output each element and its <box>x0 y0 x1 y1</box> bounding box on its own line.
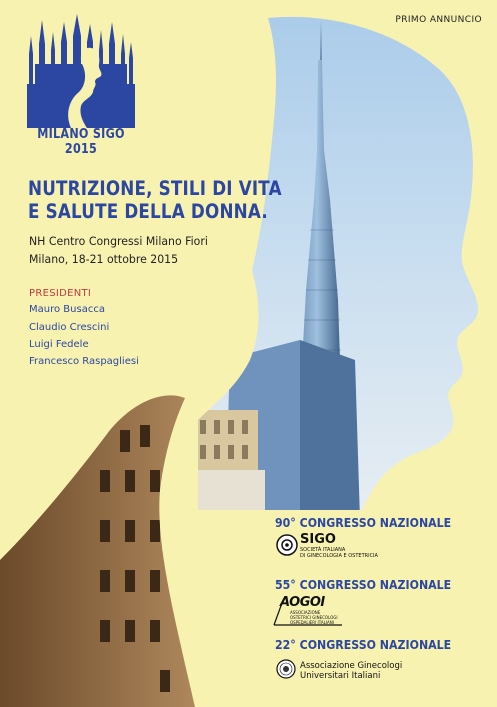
president-name: Luigi Fedele <box>29 339 89 350</box>
event-title-line-2: E SALUTE DELLA DONNA. <box>28 200 268 223</box>
aogoi-name-line-3: OSPEDALIERI ITALIANI <box>290 620 334 625</box>
venue-name: NH Centro Congressi Milano Fiori <box>29 234 208 248</box>
congress-title-aogoi: 55° CONGRESSO NAZIONALE <box>275 577 452 592</box>
president-name: Claudio Crescini <box>29 322 110 333</box>
agui-name-line-2: Universitari Italiani <box>300 671 381 681</box>
aogoi-name-line-2: OSTETRICI GINECOLOGI <box>290 615 338 620</box>
event-title-line-1: NUTRIZIONE, STILI DI VITA <box>28 177 282 200</box>
president-name: Francesco Raspagliesi <box>29 356 139 367</box>
sigo-name-line-1: SOCIETÀ ITALIANA <box>300 547 346 553</box>
aogoi-abbr: AOGOI <box>280 595 325 610</box>
agui-name-line-1: Associazione Ginecologi <box>300 661 403 671</box>
president-name: Mauro Busacca <box>29 304 105 315</box>
aogoi-name-line-1: ASSOCIAZIONE <box>290 610 321 615</box>
congress-title-sigo: 90° CONGRESSO NAZIONALE <box>275 515 452 530</box>
announcement-label: PRIMO ANNUNCIO <box>395 15 482 25</box>
sigo-emblem-icon <box>276 534 298 556</box>
congress-title-agui: 22° CONGRESSO NAZIONALE <box>275 637 452 652</box>
event-dates: Milano, 18-21 ottobre 2015 <box>29 252 179 266</box>
sigo-abbr: SIGO <box>300 532 336 547</box>
milano-duomo-logo-icon <box>25 14 137 128</box>
logo-wordmark: MILANO SIGO 2015 <box>37 127 125 157</box>
agui-seal-icon <box>276 659 296 679</box>
presidents-heading: PRESIDENTI <box>29 288 92 299</box>
sigo-name-line-2: DI GINECOLOGIA E OSTETRICIA <box>300 553 378 559</box>
